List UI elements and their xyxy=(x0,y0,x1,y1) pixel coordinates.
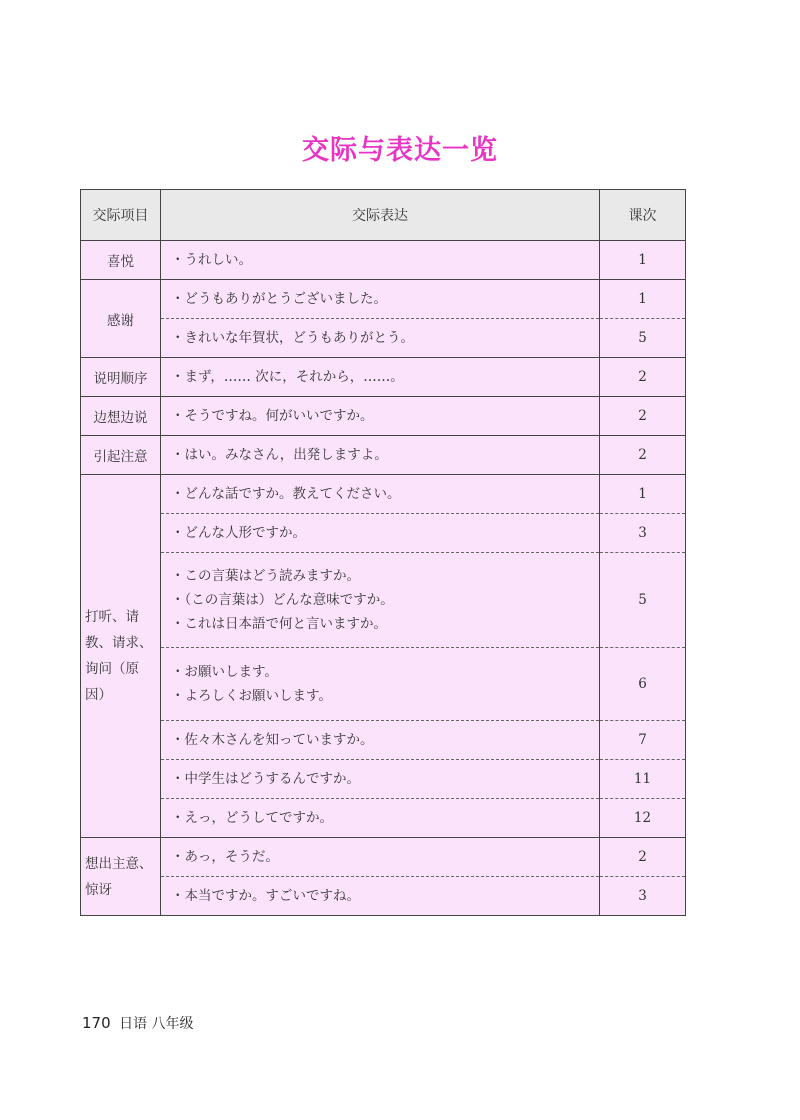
lesson-cell: 6 xyxy=(600,648,686,721)
expression-line: ・ この言葉はどう読みますか。 xyxy=(171,564,589,588)
expression-line: ・ まず，…… 次に，それから，……。 xyxy=(171,365,589,389)
expression-cell xyxy=(161,553,600,648)
expression-table xyxy=(80,189,686,916)
expression-line: ・ これは日本語で何と言いますか。 xyxy=(171,612,589,636)
table-header-row xyxy=(81,190,686,241)
table-row xyxy=(81,648,686,721)
table-row xyxy=(81,436,686,475)
lesson-cell: 2 xyxy=(600,838,686,877)
expression-cell xyxy=(161,648,600,721)
table-row xyxy=(81,877,686,916)
table-row xyxy=(81,553,686,648)
table-row xyxy=(81,241,686,280)
lesson-cell: 11 xyxy=(600,760,686,799)
lesson-cell: 1 xyxy=(600,241,686,280)
page-footer xyxy=(82,1013,194,1033)
expression-cell xyxy=(161,241,600,280)
expression-cell xyxy=(161,877,600,916)
expression-line: ・ きれいな年賀状，どうもありがとう。 xyxy=(171,326,589,350)
header-expression: 交际表达 xyxy=(161,190,600,241)
table-row xyxy=(81,721,686,760)
item-cell: 边想边说 xyxy=(81,397,161,436)
expression-cell xyxy=(161,397,600,436)
item-cell: 说明顺序 xyxy=(81,358,161,397)
expression-line: ・ えっ，どうしてですか。 xyxy=(171,806,589,830)
expression-cell xyxy=(161,475,600,514)
item-cell: 喜悦 xyxy=(81,241,161,280)
table-row xyxy=(81,760,686,799)
expression-line: ・ 佐々木さんを知っていますか。 xyxy=(171,728,589,752)
lesson-cell: 3 xyxy=(600,514,686,553)
table-row xyxy=(81,799,686,838)
expression-line: ・ あっ，そうだ。 xyxy=(171,845,589,869)
table-row xyxy=(81,358,686,397)
expression-cell xyxy=(161,319,600,358)
table-row xyxy=(81,475,686,514)
expression-line: ・ そうですね。何がいいですか。 xyxy=(171,404,589,428)
table-row xyxy=(81,280,686,319)
item-cell: 感谢 xyxy=(81,280,161,358)
expression-line: ・ お願いします。 xyxy=(171,660,589,684)
expression-line: ・ うれしい。 xyxy=(171,248,589,272)
expression-cell xyxy=(161,280,600,319)
expression-line: ・ どうもありがとうございました。 xyxy=(171,287,589,311)
expression-line: ・ どんな人形ですか。 xyxy=(171,521,589,545)
lesson-cell: 1 xyxy=(600,475,686,514)
lesson-cell: 5 xyxy=(600,553,686,648)
item-cell: 想出主意、惊讶 xyxy=(81,838,161,916)
expression-cell xyxy=(161,436,600,475)
lesson-cell: 1 xyxy=(600,280,686,319)
book-title: 日语 八年级 xyxy=(119,1016,194,1032)
item-cell: 引起注意 xyxy=(81,436,161,475)
page-title: 交际与表达一览 xyxy=(302,135,498,166)
table-row xyxy=(81,838,686,877)
expression-cell xyxy=(161,721,600,760)
expression-cell xyxy=(161,760,600,799)
table-row xyxy=(81,319,686,358)
expression-line: ・ （この言葉は）どんな意味ですか。 xyxy=(171,588,589,612)
header-item: 交际项目 xyxy=(81,190,161,241)
expression-line: ・ 中学生はどうするんですか。 xyxy=(171,767,589,791)
lesson-cell: 2 xyxy=(600,436,686,475)
expression-line: ・ はい。みなさん，出発しますよ。 xyxy=(171,443,589,467)
expression-line: ・ 本当ですか。すごいですね。 xyxy=(171,884,589,908)
table-row xyxy=(81,514,686,553)
expression-cell xyxy=(161,514,600,553)
expression-cell xyxy=(161,358,600,397)
page-number: 170 xyxy=(82,1014,111,1032)
lesson-cell: 12 xyxy=(600,799,686,838)
expression-line: ・ どんな話ですか。教えてください。 xyxy=(171,482,589,506)
item-cell: 打听、请教、请求、询问（原因） xyxy=(81,475,161,838)
expression-line: ・ よろしくお願いします。 xyxy=(171,684,589,708)
lesson-cell: 2 xyxy=(600,358,686,397)
table-row xyxy=(81,397,686,436)
expression-cell xyxy=(161,838,600,877)
expression-cell xyxy=(161,799,600,838)
lesson-cell: 7 xyxy=(600,721,686,760)
lesson-cell: 2 xyxy=(600,397,686,436)
lesson-cell: 3 xyxy=(600,877,686,916)
lesson-cell: 5 xyxy=(600,319,686,358)
header-lesson: 课次 xyxy=(600,190,686,241)
